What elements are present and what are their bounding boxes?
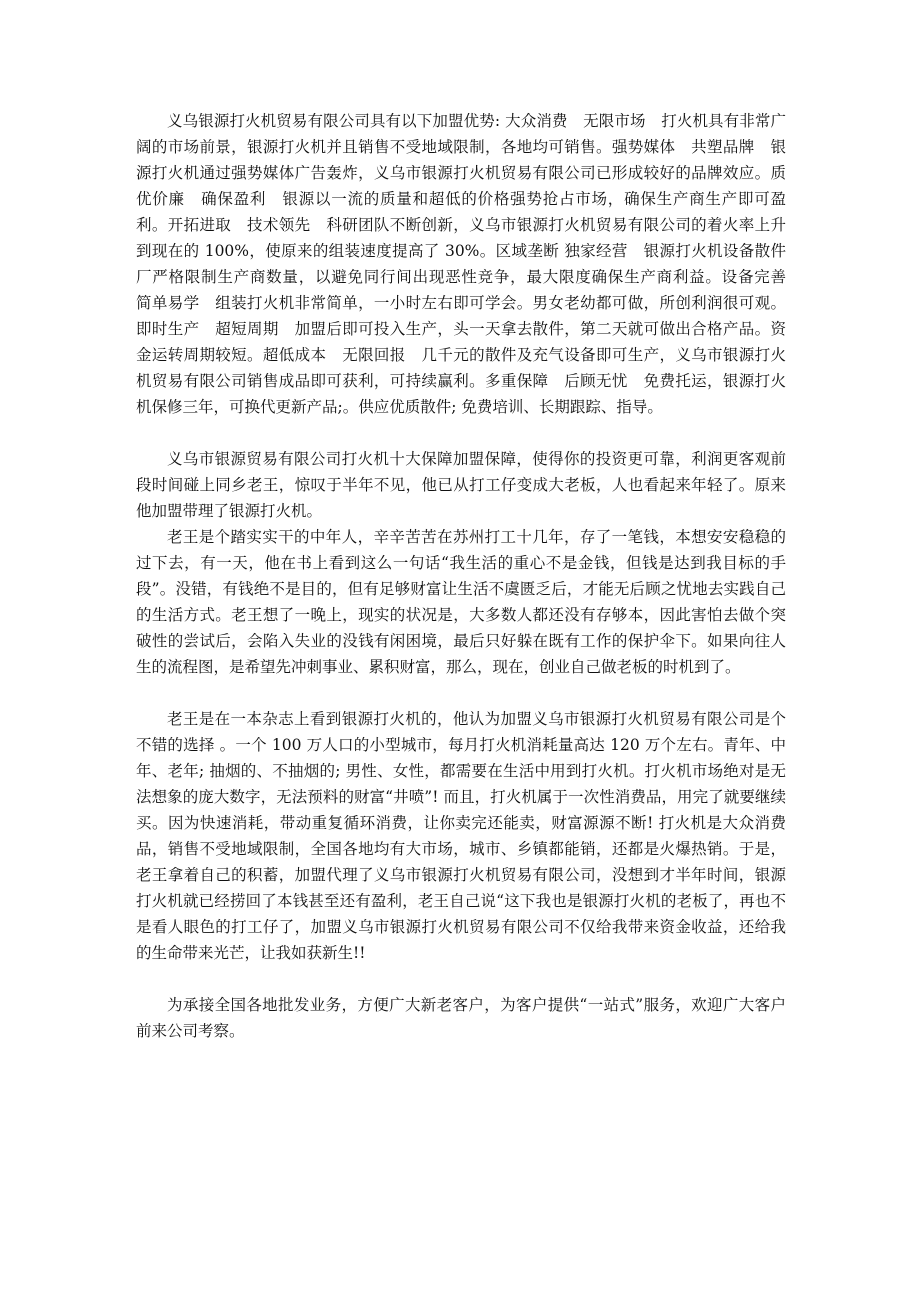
paragraph-spacer xyxy=(136,680,786,706)
paragraph-franchise-advantages: 义乌银源打火机贸易有限公司具有以下加盟优势: 大众消费 无限市场 打火机具有非常广阔的市场前景，银源打火机并且销售不受地域限制，各地均可销售。强势媒体 共塑品牌 银源打火机通过强势媒体广告轰炸，义乌市银源打火机贸易有限公司已形成较好的品牌效应。质优价廉 确保盈利 银源以一流的质量和超低的价格强势抢占市场，确保生产商生产即可盈利。开拓进取 技术领先 科研团队不断创新，义乌市银源打火机贸易有限公司的着火率上升到现在的 100%，使原来的组装速度提高了 30%。区域垄断 独家经营 银源打火机设备散件厂严格限制生产商数量，以避免同行间出现恶性竞争，最大限度确保生产商利益。设备完善 简单易学 组装打火机非常简单，一小时左右即可学会。男女老幼都可做，所创利润很可观。即时生产 超短周期 加盟后即可投入生产，头一天拿去散件，第二天就可做出合格产品。资金运转周期较短。超低成本 无限回报 几千元的散件及充气设备即可生产，义乌市银源打火机贸易有限公司销售成品即可获利，可持续赢利。多重保障 后顾无忧 免费托运，银源打火机保修三年，可换代更新产品;。供应优质散件; 免费培训、长期跟踪、指导。 xyxy=(136,112,802,416)
paragraph-lao-wang-story: 老王是个踏实实干的中年人，辛辛苦苦在苏州打工十几年，存了一笔钱，本想安安稳稳的过下去，有一天，他在书上看到这么一句话“我生活的重心不是金钱，但钱是达到我目标的手段”。没错，有钱绝不是目的，但有足够财富让生活不虞匮乏后，才能无后顾之忧地去实践自己的生活方式。老王想了一晚上，现实的状况是，大多数人都还没有存够本，因此害怕去做个突破性的尝试后，会陷入失业的没钱有闲困境，最后只好躲在既有工作的保护伞下。如果向往人生的流程图，是希望先冲刺事业、累积财富，那么，现在，创业自己做老板的时机到了。 xyxy=(136,528,786,676)
document-page xyxy=(136,108,802,1044)
paragraph-spacer xyxy=(136,420,786,446)
paragraph-spacer xyxy=(136,966,786,992)
paragraph-ten-guarantees: 义乌市银源贸易有限公司打火机十大保障加盟保障，使得你的投资更可靠，利润更客观前段时间碰上同乡老王，惊叹于半年不见，他已从打工仔变成大老板，人也看起来年轻了。原来他加盟带理了银源打火机。 xyxy=(136,450,786,520)
paragraph-welcome-visit: 为承接全国各地批发业务，方便广大新老客户，为客户提供“一站式”服务，欢迎广大客户前来公司考察。 xyxy=(136,996,786,1040)
paragraph-lao-wang-franchise: 老王是在一本杂志上看到银源打火机的，他认为加盟义乌市银源打火机贸易有限公司是个不错的选择 。一个 100 万人口的小型城市，每月打火机消耗量高达 120 万个左右。青年、中年、老年; 抽烟的、不抽烟的; 男性、女性，都需要在生活中用到打火机。打火机市场绝对是无法想象的庞大数字，无法预料的财富“井喷”! 而且，打火机属于一次性消费品，用完了就要继续买。因为快速消耗，带动重复循环消费，让你卖完还能卖，财富源源不断! 打火机是大众消费品，销售不受地域限制，全国各地均有大市场，城市、乡镇都能销，还都是火爆热销。于是，老王拿着自己的积蓄，加盟代理了义乌市银源打火机贸易有限公司，没想到才半年时间，银源打火机就已经捞回了本钱甚至还有盈利，老王自己说“这下我也是银源打火机的老板了，再也不是看人眼色的打工仔了，加盟义乌市银源打火机贸易有限公司不仅给我带来资金收益，还给我的生命带来光芒，让我如获新生!! xyxy=(136,710,786,962)
